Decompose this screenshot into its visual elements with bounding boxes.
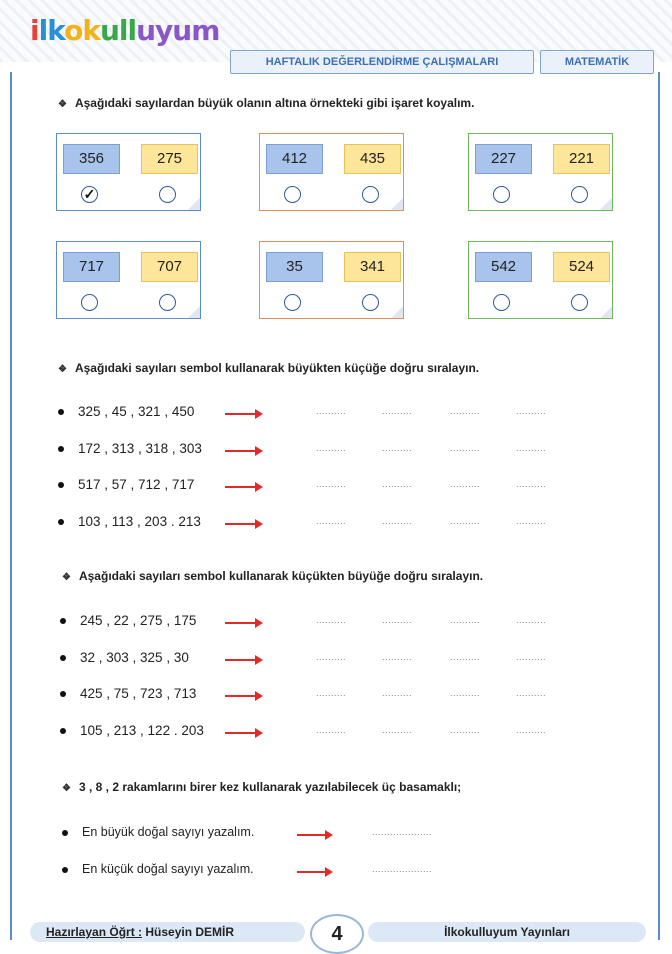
bullet-icon — [60, 728, 66, 734]
left-number: 717 — [63, 252, 120, 282]
left-number: 35 — [266, 252, 323, 282]
diamond-bullet-icon: ❖ — [58, 99, 67, 110]
number-sequence: 32 , 303 , 325 , 30 — [80, 649, 189, 665]
list-item — [60, 613, 196, 633]
bullet-icon — [58, 409, 64, 415]
page-curl-icon — [391, 306, 403, 318]
right-number: 341 — [344, 252, 401, 282]
comparison-card — [259, 241, 404, 319]
page-curl-icon — [188, 198, 200, 210]
list-item — [58, 441, 202, 461]
right-number: 221 — [553, 144, 610, 174]
prepared-label: Hazırlayan Öğrt : — [46, 925, 143, 939]
bullet-icon — [62, 830, 68, 836]
arrow-right-icon — [225, 695, 257, 697]
right-answer-circle[interactable] — [159, 294, 176, 311]
answer-blank[interactable]: .......... — [382, 515, 413, 526]
arrow-right-icon — [225, 659, 257, 661]
page-curl-icon — [391, 198, 403, 210]
answer-blank[interactable]: .......... — [382, 479, 413, 489]
answer-blank[interactable]: .......... — [516, 406, 547, 416]
comparison-card — [56, 133, 201, 211]
number-sequence: 425 , 75 , 723 , 713 — [80, 686, 197, 701]
number-sequence: 103 , 113 , 203 . 213 — [78, 513, 201, 529]
answer-blank[interactable]: .......... — [382, 615, 413, 625]
question-2-text: Aşağıdaki sayıları sembol kullanarak büyükten küçüğe doğru sıralayın. — [74, 361, 480, 375]
answer-blank[interactable]: .......... — [516, 479, 547, 489]
subject-label: MATEMATİK — [540, 50, 654, 74]
answer-blank[interactable]: .......... — [316, 479, 347, 489]
answer-blank[interactable]: .......... — [316, 615, 347, 625]
answer-blank[interactable]: .......... — [450, 724, 481, 735]
answer-blank[interactable]: .......... — [382, 406, 413, 416]
page-curl-icon — [188, 306, 200, 318]
bullet-icon — [58, 446, 64, 452]
number-sequence: 517 , 57 , 712 , 717 — [78, 477, 195, 492]
right-answer-circle[interactable] — [571, 186, 588, 203]
right-answer-circle[interactable] — [362, 294, 379, 311]
comparison-card — [259, 133, 404, 211]
arrow-right-icon — [225, 622, 257, 624]
question-1-text: Aşağıdaki sayılardan büyük olanın altına örnekteki gibi işaret koyalım. — [74, 96, 475, 110]
list-item — [58, 477, 194, 497]
answer-blank[interactable]: .......... — [450, 515, 481, 526]
bullet-icon — [62, 867, 68, 873]
answer-blank[interactable]: .......... — [316, 688, 347, 698]
list-item — [62, 862, 254, 882]
worksheet-title: HAFTALIK DEĞERLENDİRME ÇALIŞMALARI — [230, 50, 534, 74]
brand-logo: ilkokulluyum — [30, 14, 220, 47]
task-text: En küçük doğal sayıyı yazalım. — [82, 862, 254, 876]
answer-blank[interactable]: .......... — [450, 615, 481, 625]
arrow-right-icon — [225, 486, 257, 488]
left-answer-circle[interactable]: ✓ — [81, 186, 98, 203]
answer-blank[interactable]: .......... — [450, 651, 481, 662]
comparison-card — [468, 241, 613, 319]
answer-blank[interactable]: .......... — [316, 724, 347, 735]
bullet-icon — [60, 618, 66, 624]
answer-blank[interactable]: .......... — [450, 442, 481, 453]
answer-blank[interactable]: .......... — [450, 479, 481, 489]
bullet-icon — [60, 655, 66, 661]
answer-blank[interactable]: .......... — [382, 442, 413, 453]
answer-blank[interactable]: .......... — [316, 651, 347, 662]
answer-blank[interactable]: .......... — [516, 688, 547, 698]
diamond-bullet-icon: ❖ — [62, 783, 71, 794]
answer-blank[interactable]: .......... — [450, 688, 481, 698]
comparison-card — [56, 241, 201, 319]
answer-blank[interactable]: .......... — [516, 651, 547, 662]
question-3-text: Aşağıdaki sayıları sembol kullanarak küçükten büyüğe doğru sıralayın. — [78, 569, 484, 583]
prepared-by — [30, 922, 305, 942]
left-answer-circle[interactable] — [284, 294, 301, 311]
page-curl-icon — [600, 306, 612, 318]
author-name: Hüseyin DEMİR — [145, 925, 235, 939]
list-item — [60, 723, 204, 743]
answer-blank[interactable]: .......... — [382, 651, 413, 662]
arrow-right-icon — [297, 834, 327, 836]
bullet-icon — [58, 482, 64, 488]
answer-blank[interactable]: .......... — [516, 442, 547, 453]
right-number: 707 — [141, 252, 198, 282]
question-4 — [62, 780, 461, 794]
diamond-bullet-icon: ❖ — [58, 364, 67, 375]
question-4-text: 3 , 8 , 2 rakamlarını birer kez kullanarak yazılabilecek üç basamaklı; — [78, 780, 462, 794]
answer-blank[interactable]: .......... — [450, 406, 481, 416]
left-answer-circle[interactable] — [284, 186, 301, 203]
diamond-bullet-icon: ❖ — [62, 572, 71, 583]
question-3 — [62, 569, 483, 583]
page-number: 4 — [310, 914, 364, 954]
bullet-icon — [60, 691, 66, 697]
task-text: En büyük doğal sayıyı yazalım. — [82, 825, 255, 839]
arrow-right-icon — [225, 450, 257, 452]
right-number: 435 — [344, 144, 401, 174]
number-sequence: 105 , 213 , 122 . 203 — [80, 722, 204, 738]
answer-blank[interactable]: .................... — [372, 864, 433, 874]
right-answer-circle[interactable] — [159, 186, 176, 203]
answer-blank[interactable]: .................... — [372, 827, 433, 837]
arrow-right-icon — [297, 871, 327, 873]
left-number: 412 — [266, 144, 323, 174]
answer-blank[interactable]: .......... — [316, 442, 347, 453]
right-answer-circle[interactable] — [571, 294, 588, 311]
answer-blank[interactable]: .......... — [516, 515, 547, 526]
answer-blank[interactable]: .......... — [382, 724, 413, 735]
arrow-right-icon — [225, 523, 257, 525]
left-answer-circle[interactable] — [493, 186, 510, 203]
answer-blank[interactable]: .......... — [316, 406, 347, 416]
answer-blank[interactable]: .......... — [516, 615, 547, 625]
answer-blank[interactable]: .......... — [382, 688, 413, 698]
question-2 — [58, 361, 479, 375]
question-1 — [58, 96, 474, 110]
publisher: İlkokulluyum Yayınları — [368, 922, 646, 942]
left-answer-circle[interactable] — [81, 294, 98, 311]
bullet-icon — [58, 519, 64, 525]
list-item — [60, 686, 196, 706]
right-answer-circle[interactable] — [362, 186, 379, 203]
list-item — [58, 404, 194, 424]
left-answer-circle[interactable] — [493, 294, 510, 311]
list-item — [58, 514, 201, 534]
right-number: 275 — [141, 144, 198, 174]
arrow-right-icon — [225, 732, 257, 734]
left-number: 542 — [475, 252, 532, 282]
number-sequence: 245 , 22 , 275 , 175 — [80, 613, 197, 628]
left-number: 227 — [475, 144, 532, 174]
number-sequence: 325 , 45 , 321 , 450 — [78, 404, 195, 419]
list-item — [62, 825, 254, 845]
left-number: 356 — [63, 144, 120, 174]
right-number: 524 — [553, 252, 610, 282]
number-sequence: 172 , 313 , 318 , 303 — [78, 440, 202, 456]
list-item — [60, 650, 189, 670]
page-curl-icon — [600, 198, 612, 210]
arrow-right-icon — [225, 413, 257, 415]
answer-blank[interactable]: .......... — [316, 515, 347, 526]
answer-blank[interactable]: .......... — [516, 724, 547, 735]
comparison-card — [468, 133, 613, 211]
